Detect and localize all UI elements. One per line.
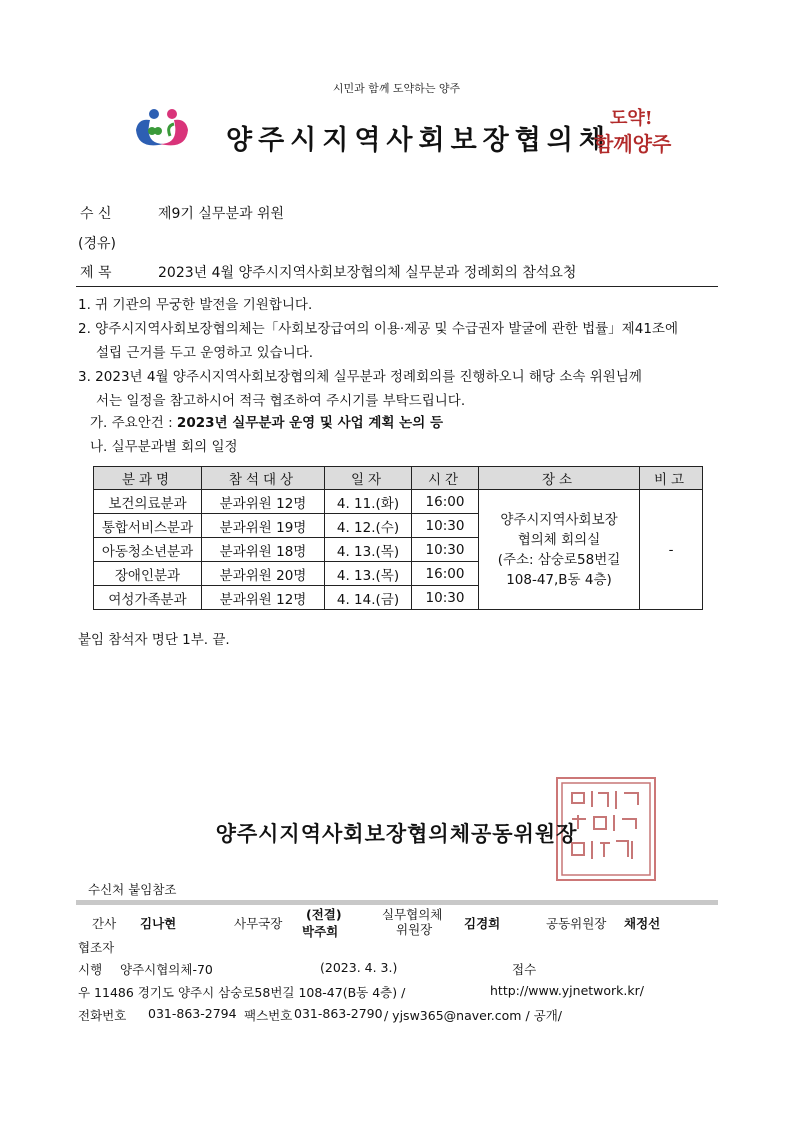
table-cell: 아동청소년분과 <box>94 538 202 562</box>
cooperator-label: 협조자 <box>78 940 115 955</box>
slogan-logo-line2: 함께양주 <box>594 132 672 156</box>
receivers-note: 수신처 붙임참조 <box>88 882 177 897</box>
attachment-note: 붙임 참석자 명단 1부. 끝. <box>78 632 230 648</box>
table-cell: 분과위원 12명 <box>202 586 325 610</box>
table-cell: 4. 11.(화) <box>325 490 412 514</box>
table-cell: 분과위원 18명 <box>202 538 325 562</box>
enforce-date: (2023. 4. 3.) <box>320 960 398 975</box>
table-cell: 분과위원 19명 <box>202 514 325 538</box>
table-cell: 16:00 <box>412 490 479 514</box>
receipt-label: 접수 <box>512 962 537 977</box>
paragraph-1: 1. 귀 기관의 무궁한 발전을 기원합니다. <box>78 297 313 313</box>
table-header: 일자 <box>325 467 412 490</box>
phone-label: 전화번호 <box>78 1008 127 1023</box>
place-cell <box>479 490 640 610</box>
subject-value: 2023년 4월 양주시지역사회보장협의체 실무분과 정례회의 참석요청 <box>158 265 577 281</box>
enforce-value: 양주시협의체-70 <box>120 962 213 977</box>
recipient-label: 수 신 <box>80 206 112 222</box>
agenda-label: 가. 주요안건 : <box>90 415 177 431</box>
organization-title: 양주시지역사회보장협의체 <box>226 125 611 156</box>
closing-title: 양주시지역사회보장협의체공동위원장 <box>215 822 578 846</box>
schedule-table <box>93 466 703 610</box>
table-header: 장소 <box>479 467 640 490</box>
fax-label: 팩스번호 <box>244 1008 293 1023</box>
paragraph-2-line2: 설립 근거를 두고 운영하고 있습니다. <box>96 345 314 361</box>
table-cell: 4. 13.(목) <box>325 538 412 562</box>
agenda-item <box>90 411 443 435</box>
table-cell: 보건의료분과 <box>94 490 202 514</box>
approval-role: 간사 <box>92 916 117 931</box>
table-header: 참석대상 <box>202 467 325 490</box>
agenda-value: 2023년 실무분과 운영 및 사업 계획 논의 등 <box>176 415 444 431</box>
table-row <box>94 490 703 514</box>
approval-name: 채정선 <box>624 916 661 931</box>
place-line: 협의체 회의실 <box>517 531 601 548</box>
approval-role: 위원장 <box>396 922 433 937</box>
table-cell: 4. 14.(금) <box>325 586 412 610</box>
enforce-label: 시행 <box>78 962 103 977</box>
divider <box>76 286 718 287</box>
approval-name: 김나현 <box>140 916 177 931</box>
place-line: 108-47,B동 4층) <box>506 571 612 588</box>
table-cell: 4. 12.(수) <box>325 514 412 538</box>
subject-label: 제 목 <box>80 265 112 281</box>
approval-name: (전결) <box>306 907 342 922</box>
approval-role: 공동위원장 <box>546 916 607 931</box>
approval-name: 박주희 <box>302 924 339 939</box>
recipient-value: 제9기 실무분과 위원 <box>158 206 284 222</box>
paragraph-2-line1: 2. 양주시지역사회보장협의체는「사회보장급여의 이용·제공 및 수급권자 발굴에 관한 법률」제41조에 <box>78 321 678 337</box>
phone-number: 031-863-2794 <box>148 1006 237 1021</box>
fax-number: 031-863-2790 <box>294 1006 383 1021</box>
place-line: 양주시지역사회보장 <box>500 511 618 528</box>
organization-logo-icon <box>130 100 194 150</box>
table-header: 분과명 <box>94 467 202 490</box>
place-line: (주소: 삼숭로58번길 <box>497 551 621 568</box>
schedule-heading: 나. 실무분과별 회의 일정 <box>90 439 238 455</box>
approval-role: 실무협의체 <box>382 907 443 922</box>
table-cell: 10:30 <box>412 538 479 562</box>
paragraph-3-line2: 서는 일정을 참고하시어 적극 협조하여 주시기를 부탁드립니다. <box>96 393 466 409</box>
website-link[interactable]: http://www.yjnetwork.kr/ <box>490 983 644 998</box>
table-header: 시간 <box>412 467 479 490</box>
table-cell: 10:30 <box>412 514 479 538</box>
approval-role: 사무국장 <box>234 916 283 931</box>
table-cell: 4. 13.(목) <box>325 562 412 586</box>
table-header-row <box>94 467 703 490</box>
table-cell: 여성가족분과 <box>94 586 202 610</box>
table-cell: 분과위원 20명 <box>202 562 325 586</box>
table-cell: 분과위원 12명 <box>202 490 325 514</box>
slogan: 시민과 함께 도약하는 양주 <box>332 82 461 95</box>
table-header: 비고 <box>640 467 703 490</box>
table-cell: 장애인분과 <box>94 562 202 586</box>
slogan-logo <box>592 100 692 160</box>
table-cell: 통합서비스분과 <box>94 514 202 538</box>
via-label: (경유) <box>78 236 116 252</box>
slogan-logo-line1: 도약! <box>610 108 653 129</box>
email-line: / yjsw365@naver.com / 공개/ <box>384 1008 563 1023</box>
approval-name: 김경희 <box>464 916 501 931</box>
paragraph-3-line1: 3. 2023년 4월 양주시지역사회보장협의체 실무분과 정례회의를 진행하오니 해당 소속 위원님께 <box>78 369 642 385</box>
note-cell: - <box>640 490 703 610</box>
table-cell: 16:00 <box>412 562 479 586</box>
table-cell: 10:30 <box>412 586 479 610</box>
address: 우 11486 경기도 양주시 삼숭로58번길 108-47(B동 4층) / <box>78 985 406 1000</box>
